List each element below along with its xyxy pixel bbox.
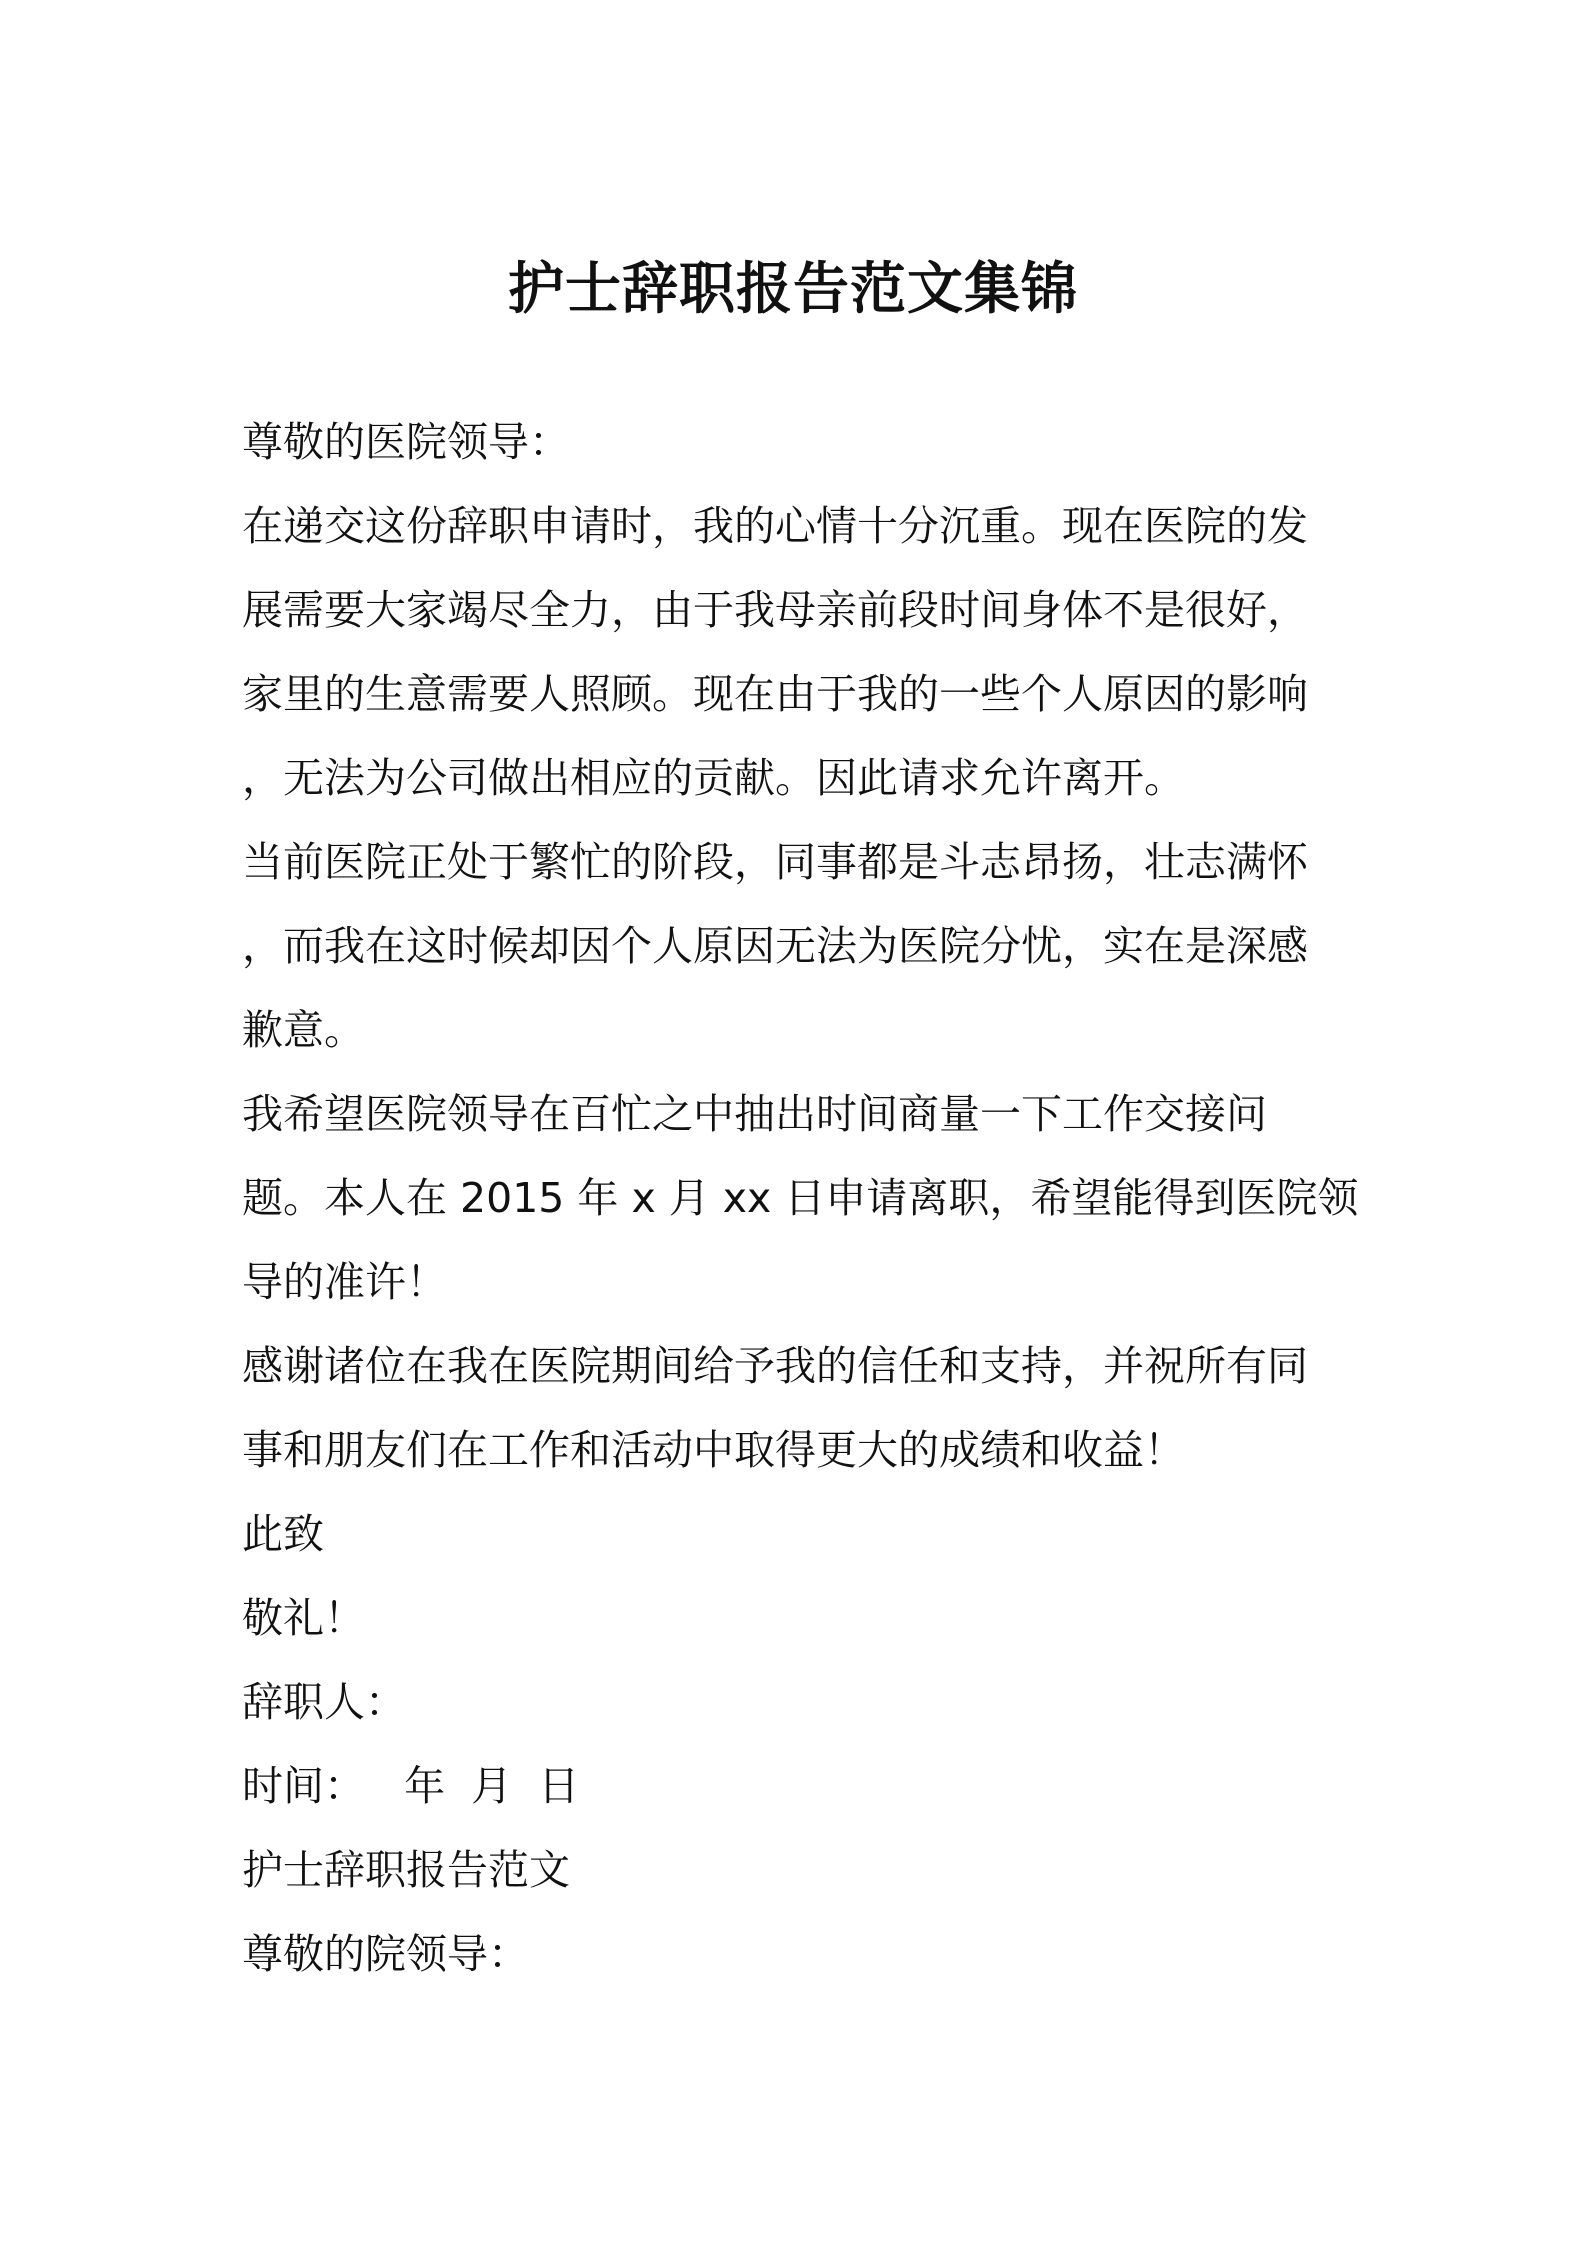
- text-line: 展需要大家竭尽全力，由于我母亲前段时间身体不是很好，: [242, 586, 1308, 634]
- document-title: 护士辞职报告范文集锦: [508, 257, 1078, 322]
- document-body: [242, 400, 1362, 1996]
- text-line: 尊敬的医院领导：: [242, 418, 570, 466]
- text-line: ，而我在这时候却因个人原因无法为医院分忧，实在是深感: [242, 922, 1308, 970]
- text-line: 当前医院正处于繁忙的阶段，同事都是斗志昂扬，壮志满怀: [242, 838, 1308, 886]
- text-line: 歉意。: [242, 1006, 365, 1054]
- text-line: 家里的生意需要人照顾。现在由于我的一些个人原因的影响: [242, 670, 1308, 718]
- text-line: 护士辞职报告范文: [242, 1846, 570, 1894]
- text-line: 事和朋友们在工作和活动中取得更大的成绩和收益！: [242, 1426, 1185, 1474]
- text-line: 题。本人在 2015 年 x 月 xx 日申请离职，希望能得到医院领: [242, 1174, 1359, 1222]
- text-line: 敬礼！: [242, 1594, 365, 1642]
- text-line: 在递交这份辞职申请时，我的心情十分沉重。现在医院的发: [242, 502, 1308, 550]
- text-line: 我希望医院领导在百忙之中抽出时间商量一下工作交接问: [242, 1090, 1267, 1138]
- text-line: 辞职人：: [242, 1678, 406, 1726]
- text-line: 时间： 年 月 日: [242, 1762, 580, 1810]
- text-line: 导的准许！: [242, 1258, 447, 1306]
- text-line: 感谢诸位在我在医院期间给予我的信任和支持，并祝所有同: [242, 1342, 1308, 1390]
- text-line: ，无法为公司做出相应的贡献。因此请求允许离开。: [242, 754, 1185, 802]
- text-line: 此致: [242, 1510, 324, 1558]
- text-line: 尊敬的院领导：: [242, 1930, 529, 1978]
